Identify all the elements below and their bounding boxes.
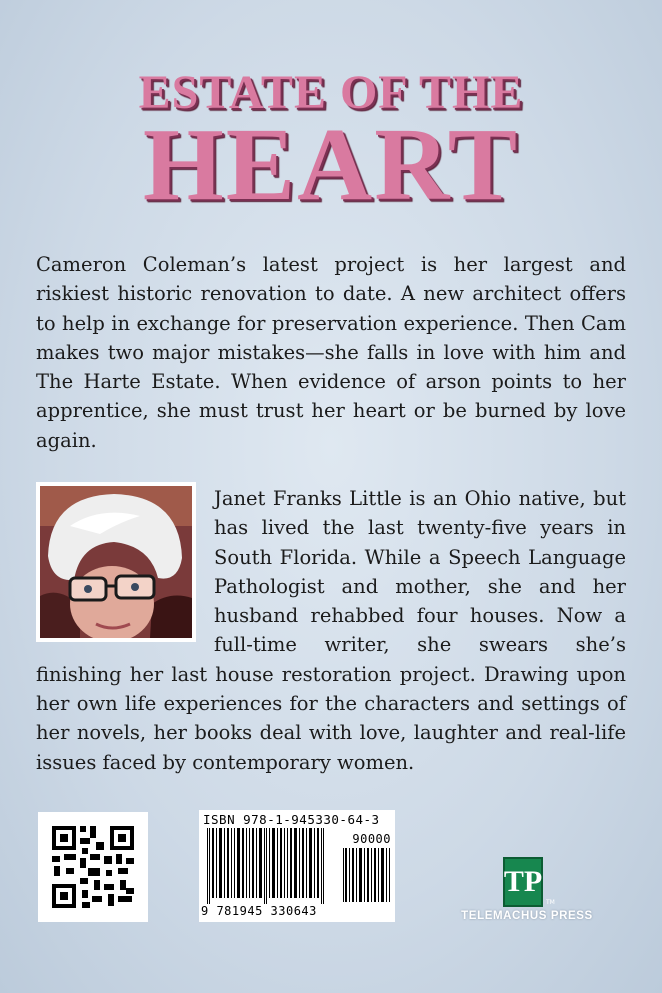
- qr-code-graphic: [38, 812, 148, 922]
- ean-barcode-bars: [201, 828, 333, 904]
- isbn-number: ISBN 978-1-945330-64-3: [203, 812, 380, 827]
- author-bio: Janet Franks Little is an Ohio native, but has lived the last twenty-five years in South Florida. While a Speech Language Pathologist and mother, she and her husband rehabbed four houses. Now a full-time writer, she swears she’s finishing her last house restoration project. Drawing upon her own life experiences for the characters and settings of her novels, her books deal with love, laughter and real-life issues faced by contemporary women.: [36, 487, 626, 774]
- book-title-line2: HEART: [142, 107, 520, 222]
- trademark-mark: TM: [546, 899, 555, 906]
- publisher-name: TELEMACHUS PRESS: [461, 910, 593, 922]
- publisher-logo-letters: TP: [503, 865, 543, 898]
- ean-digits: 9 781945 330643: [201, 904, 317, 918]
- book-blurb: Cameron Coleman’s latest project is her largest and riskiest historic renovation to date. A new architect offers to help in exchange for preservation experience. Then Cam makes two major mistakes—she falls in love with him and The Harte Estate. When evidence of arson points to her apprentice, she must trust her heart or be burned by love again.: [36, 253, 626, 452]
- price-code: 90000: [352, 832, 391, 846]
- isbn-barcode[interactable]: [199, 810, 395, 922]
- author-bio-paragraph: [36, 484, 626, 777]
- publisher-logo: [503, 857, 543, 907]
- price-addon-bars: [343, 848, 391, 902]
- book-title-line1: ESTATE OF THE: [138, 66, 524, 119]
- qr-code[interactable]: [38, 812, 148, 922]
